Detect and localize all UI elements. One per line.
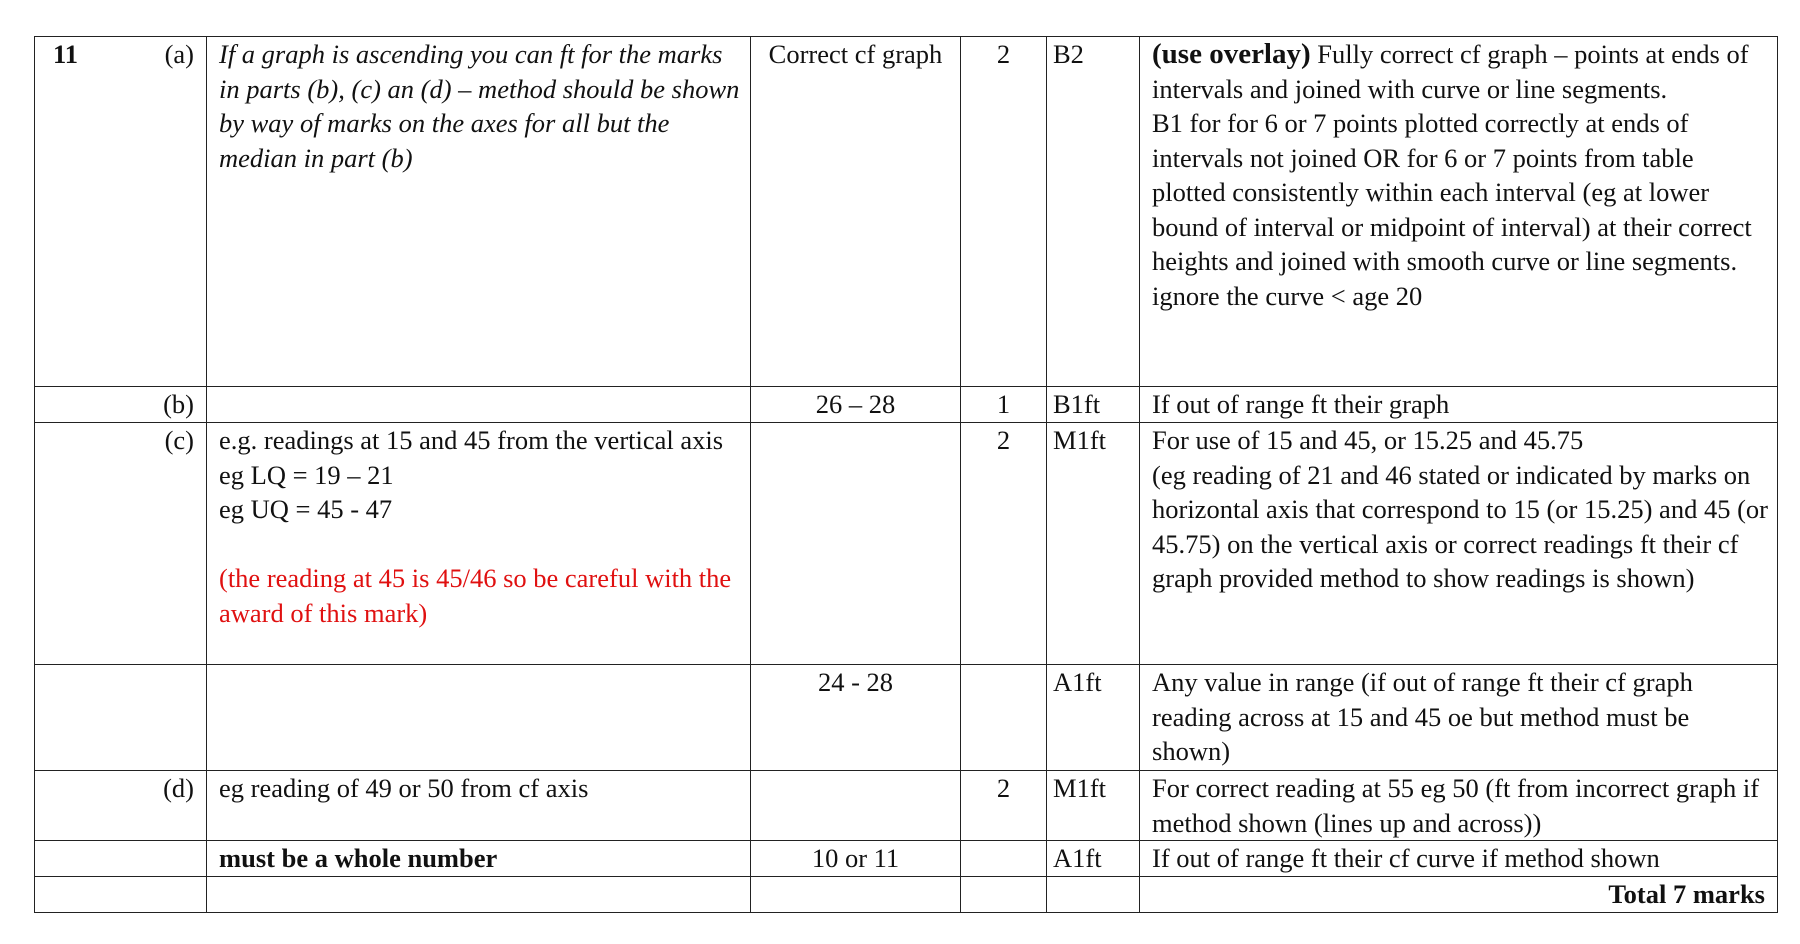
notes-text: Fully correct cf graph – points at ends of intervals and joined with curve or line segments. [1152, 39, 1749, 104]
notes-cell: If out of range ft their cf curve if method shown [1140, 841, 1778, 877]
question-cell [35, 387, 207, 423]
notes-lead: (use overlay) [1152, 38, 1311, 70]
mark-scheme-table [34, 36, 1778, 913]
part-label: (a) [164, 39, 194, 69]
table-row-a [35, 37, 1778, 387]
answer-cell: 26 – 28 [751, 387, 961, 423]
part-label: (d) [163, 773, 194, 803]
guidance-cell: eg reading of 49 or 50 from cf axis [207, 771, 751, 841]
guidance-cell: must be a whole number [207, 841, 751, 877]
answer-cell: Correct cf graph [751, 37, 961, 387]
question-cell [35, 37, 207, 387]
mark-code-cell: M1ft [1047, 423, 1140, 665]
marks-cell [961, 841, 1047, 877]
marks-cell: 2 [961, 423, 1047, 665]
guidance-line: eg UQ = 45 - 47 [219, 494, 393, 524]
marks-cell: 2 [961, 771, 1047, 841]
total-marks: Total 7 marks [1140, 877, 1778, 913]
part-label: (c) [164, 425, 194, 455]
question-number: 11 [53, 39, 79, 69]
answer-cell [751, 423, 961, 665]
table-row-c-accuracy [35, 665, 1778, 771]
table-row-total [35, 877, 1778, 913]
notes-cell: Any value in range (if out of range ft their cf graph reading across at 15 and 45 oe but method must be shown) [1140, 665, 1778, 771]
question-cell [35, 423, 207, 665]
table-row-b [35, 387, 1778, 423]
guidance-cell [207, 423, 751, 665]
notes-cell [1140, 423, 1778, 665]
guidance-cell [207, 665, 751, 771]
table-row-d-accuracy [35, 841, 1778, 877]
notes-text: (eg reading of 21 and 46 stated or indicated by marks on horizontal axis that correspond to 15 (or 15.25) and 45 (or 45.75) on the vertical axis or correct readings ft their cf graph provided method to show readings is shown) [1152, 459, 1768, 593]
answer-cell [751, 771, 961, 841]
guidance-cell [207, 387, 751, 423]
question-cell [35, 771, 207, 841]
question-cell [35, 665, 207, 771]
marks-cell: 1 [961, 387, 1047, 423]
notes-cell: For correct reading at 55 eg 50 (ft from incorrect graph if method shown (lines up and across)) [1140, 771, 1778, 841]
mark-code-cell: A1ft [1047, 841, 1140, 877]
guidance-line: eg LQ = 19 – 21 [219, 459, 394, 490]
table-row-d [35, 771, 1778, 841]
notes-text: For use of 15 and 45, or 15.25 and 45.75 [1152, 425, 1584, 455]
mark-code-cell: B1ft [1047, 387, 1140, 423]
notes-text: B1 for for 6 or 7 points plotted correctly at ends of intervals not joined OR for 6 or 7 points from table plotted consistently within each interval (eg at lower bound of interval or midpoint of interval) at their correct heights and joined with smooth curve or line segments. [1152, 108, 1752, 276]
answer-cell: 10 or 11 [751, 841, 961, 877]
guidance-line: e.g. readings at 15 and 45 from the vertical axis [219, 425, 724, 455]
mark-code-cell: B2 [1047, 37, 1140, 387]
mark-code-cell: A1ft [1047, 665, 1140, 771]
mark-code-cell: M1ft [1047, 771, 1140, 841]
notes-cell [1140, 37, 1778, 387]
marks-cell [961, 665, 1047, 771]
notes-cell: If out of range ft their graph [1140, 387, 1778, 423]
part-label: (b) [163, 389, 194, 419]
question-cell [35, 841, 207, 877]
marks-cell: 2 [961, 37, 1047, 387]
notes-text: ignore the curve < age 20 [1152, 280, 1423, 311]
guidance-cell: If a graph is ascending you can ft for the marks in parts (b), (c) an (d) – method should be shown by way of marks on the axes for all but the median in part (b) [207, 37, 751, 387]
answer-cell: 24 - 28 [751, 665, 961, 771]
table-row-c [35, 423, 1778, 665]
warning-note: (the reading at 45 is 45/46 so be careful with the award of this mark) [219, 563, 732, 628]
